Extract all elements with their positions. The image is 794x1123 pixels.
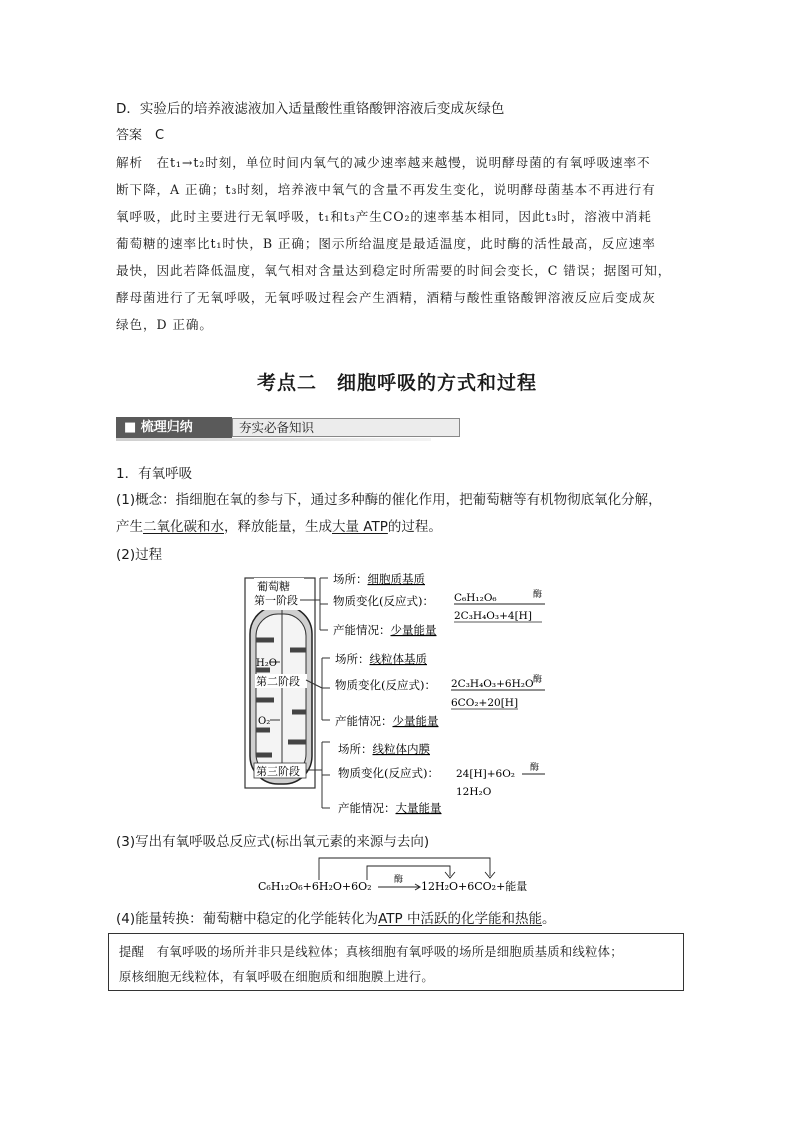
- concept-line-1: (1)概念：指细胞在氧的参与下，通过多种酶的催化作用，把葡萄糖等有机物彻底氧化分解，: [116, 492, 662, 508]
- concept-mid: ，释放能量，生成: [224, 519, 332, 535]
- s2-product: 6CO₂+20[H]: [451, 697, 519, 709]
- banner-right-box: [232, 418, 460, 437]
- concept-line-2: [116, 515, 442, 535]
- banner-right: 夯实必备知识: [239, 420, 315, 435]
- s1-reactant: C₆H₁₂O₆: [454, 592, 497, 604]
- analysis-line: 最快，因此若降低温度，氧气相对含量达到稳定时所需要的时间会变长，C 错误；据图可知，: [116, 263, 672, 278]
- s1-product: 2C₃H₄O₃+4[H]: [454, 610, 532, 622]
- total-equation: [255, 852, 555, 897]
- analysis-line: 断下降，A 正确；t₃时刻，培养液中氧气的含量不再发生变化，说明酵母菌基本不再进行有: [116, 182, 656, 197]
- s3-reactant: 24[H]+6O₂: [456, 768, 516, 780]
- s2-energy: 产能情况：少量能量: [335, 714, 439, 728]
- h2o-label: H₂O: [256, 658, 277, 669]
- concept-suffix: 的过程。: [387, 519, 442, 535]
- total-label: (3)写出有氧呼吸总反应式(标出氧元素的来源与去向): [116, 834, 430, 850]
- banner-rule: [116, 438, 431, 441]
- stage1-label: 第一阶段: [254, 594, 298, 607]
- stage3-label: 第三阶段: [256, 765, 300, 778]
- reminder-line-1: 提醒 有氧呼吸的场所并非只是线粒体；真核细胞有氧呼吸的场所是细胞质基质和线粒体；: [119, 945, 623, 959]
- s3-enzyme: 酶: [530, 763, 540, 773]
- stage2-label: 第二阶段: [256, 675, 300, 688]
- s1-enzyme: 酶: [533, 590, 543, 600]
- reminder-line-2: 原核细胞无线粒体，有氧呼吸在细胞质和细胞膜上进行。: [119, 970, 434, 984]
- heading-aerobic: 1．有氧呼吸: [116, 466, 193, 482]
- reminder-box: [108, 933, 684, 991]
- h2o-oxygen-trace: [319, 858, 490, 880]
- analysis-line: 葡萄糖的速率比t₁时快，B 正确；图示所给温度是最适温度，此时酶的活性最高，反应速率: [116, 236, 656, 251]
- s2-enzyme: 酶: [533, 675, 543, 685]
- analysis-line: 酵母菌进行了无氧呼吸，无氧呼吸过程会产生酒精，酒精与酸性重铬酸钾溶液反应后变成灰: [116, 290, 656, 305]
- banner-left: ■ 梳理归纳: [116, 417, 232, 438]
- analysis-line: 氧呼吸，此时主要进行无氧呼吸，t₁和t₃产生CO₂的速率基本相同，因此t₃时，溶液中消耗: [116, 209, 652, 224]
- s3-change: 物质变化(反应式)：: [338, 766, 439, 780]
- aerobic-respiration-diagram: [240, 570, 570, 820]
- concept-prefix: 产生: [116, 519, 143, 535]
- s1-place: 场所：细胞质基质: [333, 572, 425, 586]
- o2-label: O₂: [258, 716, 271, 727]
- s2-reactant: 2C₃H₄O₃+6H₂O: [451, 678, 534, 690]
- s1-change: 物质变化(反应式)：: [333, 594, 434, 608]
- energy-suffix: 。: [542, 911, 556, 927]
- total-enzyme: 酶: [394, 875, 404, 885]
- s3-place: 场所：线粒体内膜: [338, 742, 430, 756]
- process-label: (2)过程: [116, 547, 163, 563]
- analysis-line: 解析 在t₁→t₂时刻，单位时间内氧气的减少速率越来越慢，说明酵母菌的有氧呼吸速率不: [116, 155, 651, 170]
- s1-energy: 产能情况：少量能量: [333, 623, 437, 637]
- concept-blank-1: 二氧化碳和水: [143, 519, 224, 535]
- energy-prefix: (4)能量转换：葡萄糖中稳定的化学能转化为: [116, 911, 379, 927]
- option-d: D．实验后的培养液滤液加入适量酸性重铬酸钾溶液后变成灰绿色: [116, 101, 505, 117]
- section-banner: [116, 417, 431, 441]
- analysis-line: 绿色，D 正确。: [116, 317, 213, 332]
- section-title: 考点二 细胞呼吸的方式和过程: [256, 372, 537, 394]
- total-right: 12H₂O+6CO₂+能量: [421, 880, 528, 893]
- s3-energy: 产能情况：大量能量: [338, 801, 442, 815]
- total-left: C₆H₁₂O₆+6H₂O+6O₂: [258, 880, 372, 893]
- glucose-label: 葡萄糖: [257, 580, 290, 593]
- s2-place: 场所：线粒体基质: [335, 652, 427, 666]
- energy-blank: ATP 中活跃的化学能和热能: [378, 911, 542, 927]
- concept-blank-2: 大量 ATP: [332, 519, 388, 535]
- o2-oxygen-trace: [367, 866, 450, 880]
- s2-change: 物质变化(反应式)：: [335, 678, 436, 692]
- energy-conversion: [116, 907, 556, 927]
- s3-product: 12H₂O: [456, 786, 492, 798]
- answer: 答案 C: [116, 128, 165, 143]
